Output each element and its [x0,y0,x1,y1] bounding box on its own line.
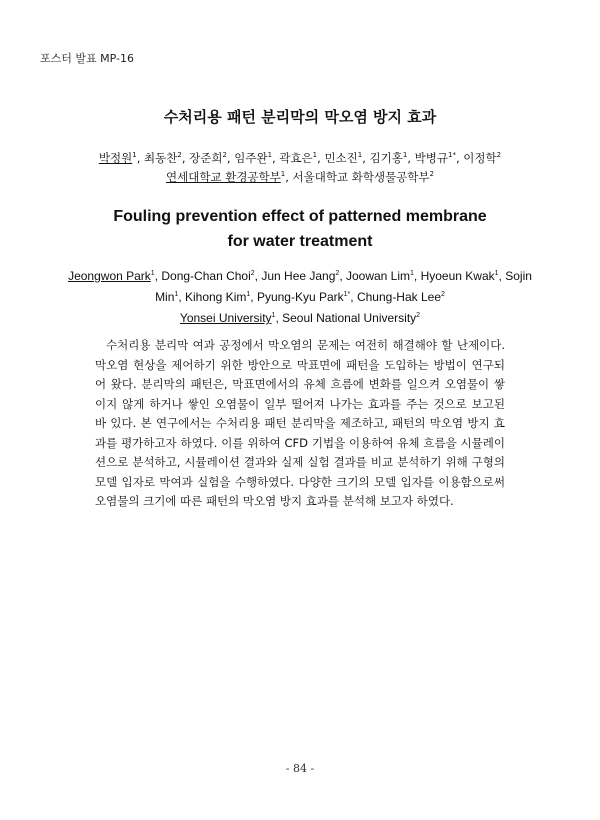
english-affiliations-item [180,311,276,325]
name-text: Pyung-Kyu Park [256,290,344,304]
name-text: Sojin Min [155,269,532,304]
english-authors-item [261,269,339,283]
korean-affiliations-item [166,170,285,184]
korean-title: 수처리용 패턴 분리막의 막오염 방지 효과 [163,108,437,126]
page-number: - 84 - [285,762,315,775]
english-authors-item [357,290,445,304]
korean-authors-item [144,151,182,165]
abstract-body: 수처리용 분리막 여과 공정에서 막오염의 문제는 여전히 해결해야 할 난제이다. 막오염 현상을 제어하기 위한 방안으로 막표면에 패턴을 도입하는 방법이 연구되어 왔다. 분리막의 패턴은, 막표면에서의 유체 흐름에 변화를 일으켜 오염물이 쌓이지 않게 하거나 쌓인 오염물이 일부 떨어져 나가는 효과를 주는 것으로 보고된 바 있다. 본 연구에서는 수처리용 패턴 분리막을 제조하고, 패턴의 막오염 방지 효과를 평가하고자 하였다. 이를 위하여 CFD 기법을 이용하여 유체 흐름을 시뮬레이션으로 분석하고, 시뮬레이션 결과와 실제 실험 결과를 비교 분석하기 위해 구형의 모델 입자로 막여과 실험을 수행하였다. 다양한 크기의 모델 입자를 이용함으로써 오염물의 크기에 따른 패턴의 막오염 방지 효과를 분석해 보고자 하였다. [95,338,505,508]
name-text: 김기홍 [369,151,403,165]
korean-affiliations-item [293,170,434,184]
name-text: Joowan Lim [345,269,411,283]
korean-authors-item [370,151,408,165]
affiliation-superscript: 2 [416,312,421,319]
name-text: Chung-Hak Lee [356,290,442,304]
session-header: 포스터 발표 MP-16 [40,52,134,65]
english-affiliations-item [282,311,420,325]
affiliation-superscript: 2 [441,291,445,298]
name-text: 박병규 [414,151,448,165]
name-text: Kihong Kim [184,290,247,304]
name-text: Seoul National University [282,311,417,325]
name-text: 최동찬 [144,151,178,165]
affiliation-superscript: 2 [496,151,502,159]
name-text: Jeongwon Park [68,269,151,283]
affiliation-superscript: 1 [132,151,137,159]
name-text: Jun Hee Jang [261,269,336,283]
korean-authors-item [324,151,362,165]
english-authors: Jeongwon Park$^1$, Dong-Chan Choi$^2$, Jun Hee Jang$^2$, Joowan Lim$^1$, Hyoeun Kwak$^1$, Sojin Min$^1$, Kihong Kim$^1$, Pyung-Kyu Park$^{1*}$, Chung-Hak Lee$^2$ [68,269,532,304]
name-text: 서울대학교 화학생물공학부 [292,170,430,184]
affiliation-superscript: 1 [246,291,251,298]
affiliation-superscript: 2 [250,270,255,277]
affiliation-superscript: 1 [312,151,318,159]
affiliation-superscript: 1* [343,291,351,298]
korean-affiliations: 연세대학교 환경공학부$^1$, 서울대학교 화학생물공학부$^2$ [166,170,434,184]
english-title-line-2: for water treatment [227,233,373,250]
korean-authors: 박정원$^1$, 최동찬$^2$, 장준희$^2$, 임주완$^1$, 곽효은$^1$, 민소진$^1$, 김기홍$^1$, 박병규$^{1*}$, 이정학$^2$ [98,151,502,165]
english-authors-item [185,290,250,304]
korean-authors-item [415,151,456,165]
affiliation-superscript: 2 [177,151,182,159]
affiliation-superscript: 2 [335,270,340,277]
name-text: 장준희 [189,151,223,165]
affiliation-superscript: 1 [267,151,273,159]
name-text: Dong-Chan Choi [161,269,251,283]
affiliation-superscript: 1 [402,151,408,159]
name-text: 이정학 [463,151,497,165]
name-text: 곽효은 [279,151,313,165]
affiliation-superscript: 1 [410,270,414,277]
english-title [0,204,600,254]
korean-authors-item [279,151,317,165]
english-authors-item [346,269,414,283]
affiliation-superscript: 2 [222,151,227,159]
english-title-line-1: Fouling prevention effect of patterned membrane [113,208,487,225]
affiliation-superscript: 1 [494,270,499,277]
name-text: 민소진 [324,151,358,165]
affiliation-superscript: 1* [448,151,456,159]
korean-authors-item [463,151,501,165]
affiliation-superscript: 1 [271,312,276,319]
english-authors-item [68,269,155,283]
affiliation-superscript: 1 [150,270,155,277]
name-text: Hyoeun Kwak [420,269,495,283]
korean-authors-item [99,151,137,165]
english-authors-item [257,290,350,304]
english-authors-item [421,269,499,283]
name-text: 임주완 [234,151,268,165]
korean-authors-item [189,151,227,165]
korean-authors-item [234,151,272,165]
name-text: Yonsei University [179,311,272,325]
english-authors-item [161,269,254,283]
affiliation-superscript: 1 [357,151,363,159]
affiliation-superscript: 2 [429,170,434,178]
english-author-block [60,266,540,329]
name-text: 연세대학교 환경공학부 [166,170,281,184]
affiliation-superscript: 1 [174,291,179,298]
affiliation-superscript: 1 [280,170,286,178]
korean-author-block [60,149,540,187]
name-text: 박정원 [98,151,133,165]
english-affiliations: Yonsei University$^1$, Seoul National University$^2$ [179,311,421,325]
